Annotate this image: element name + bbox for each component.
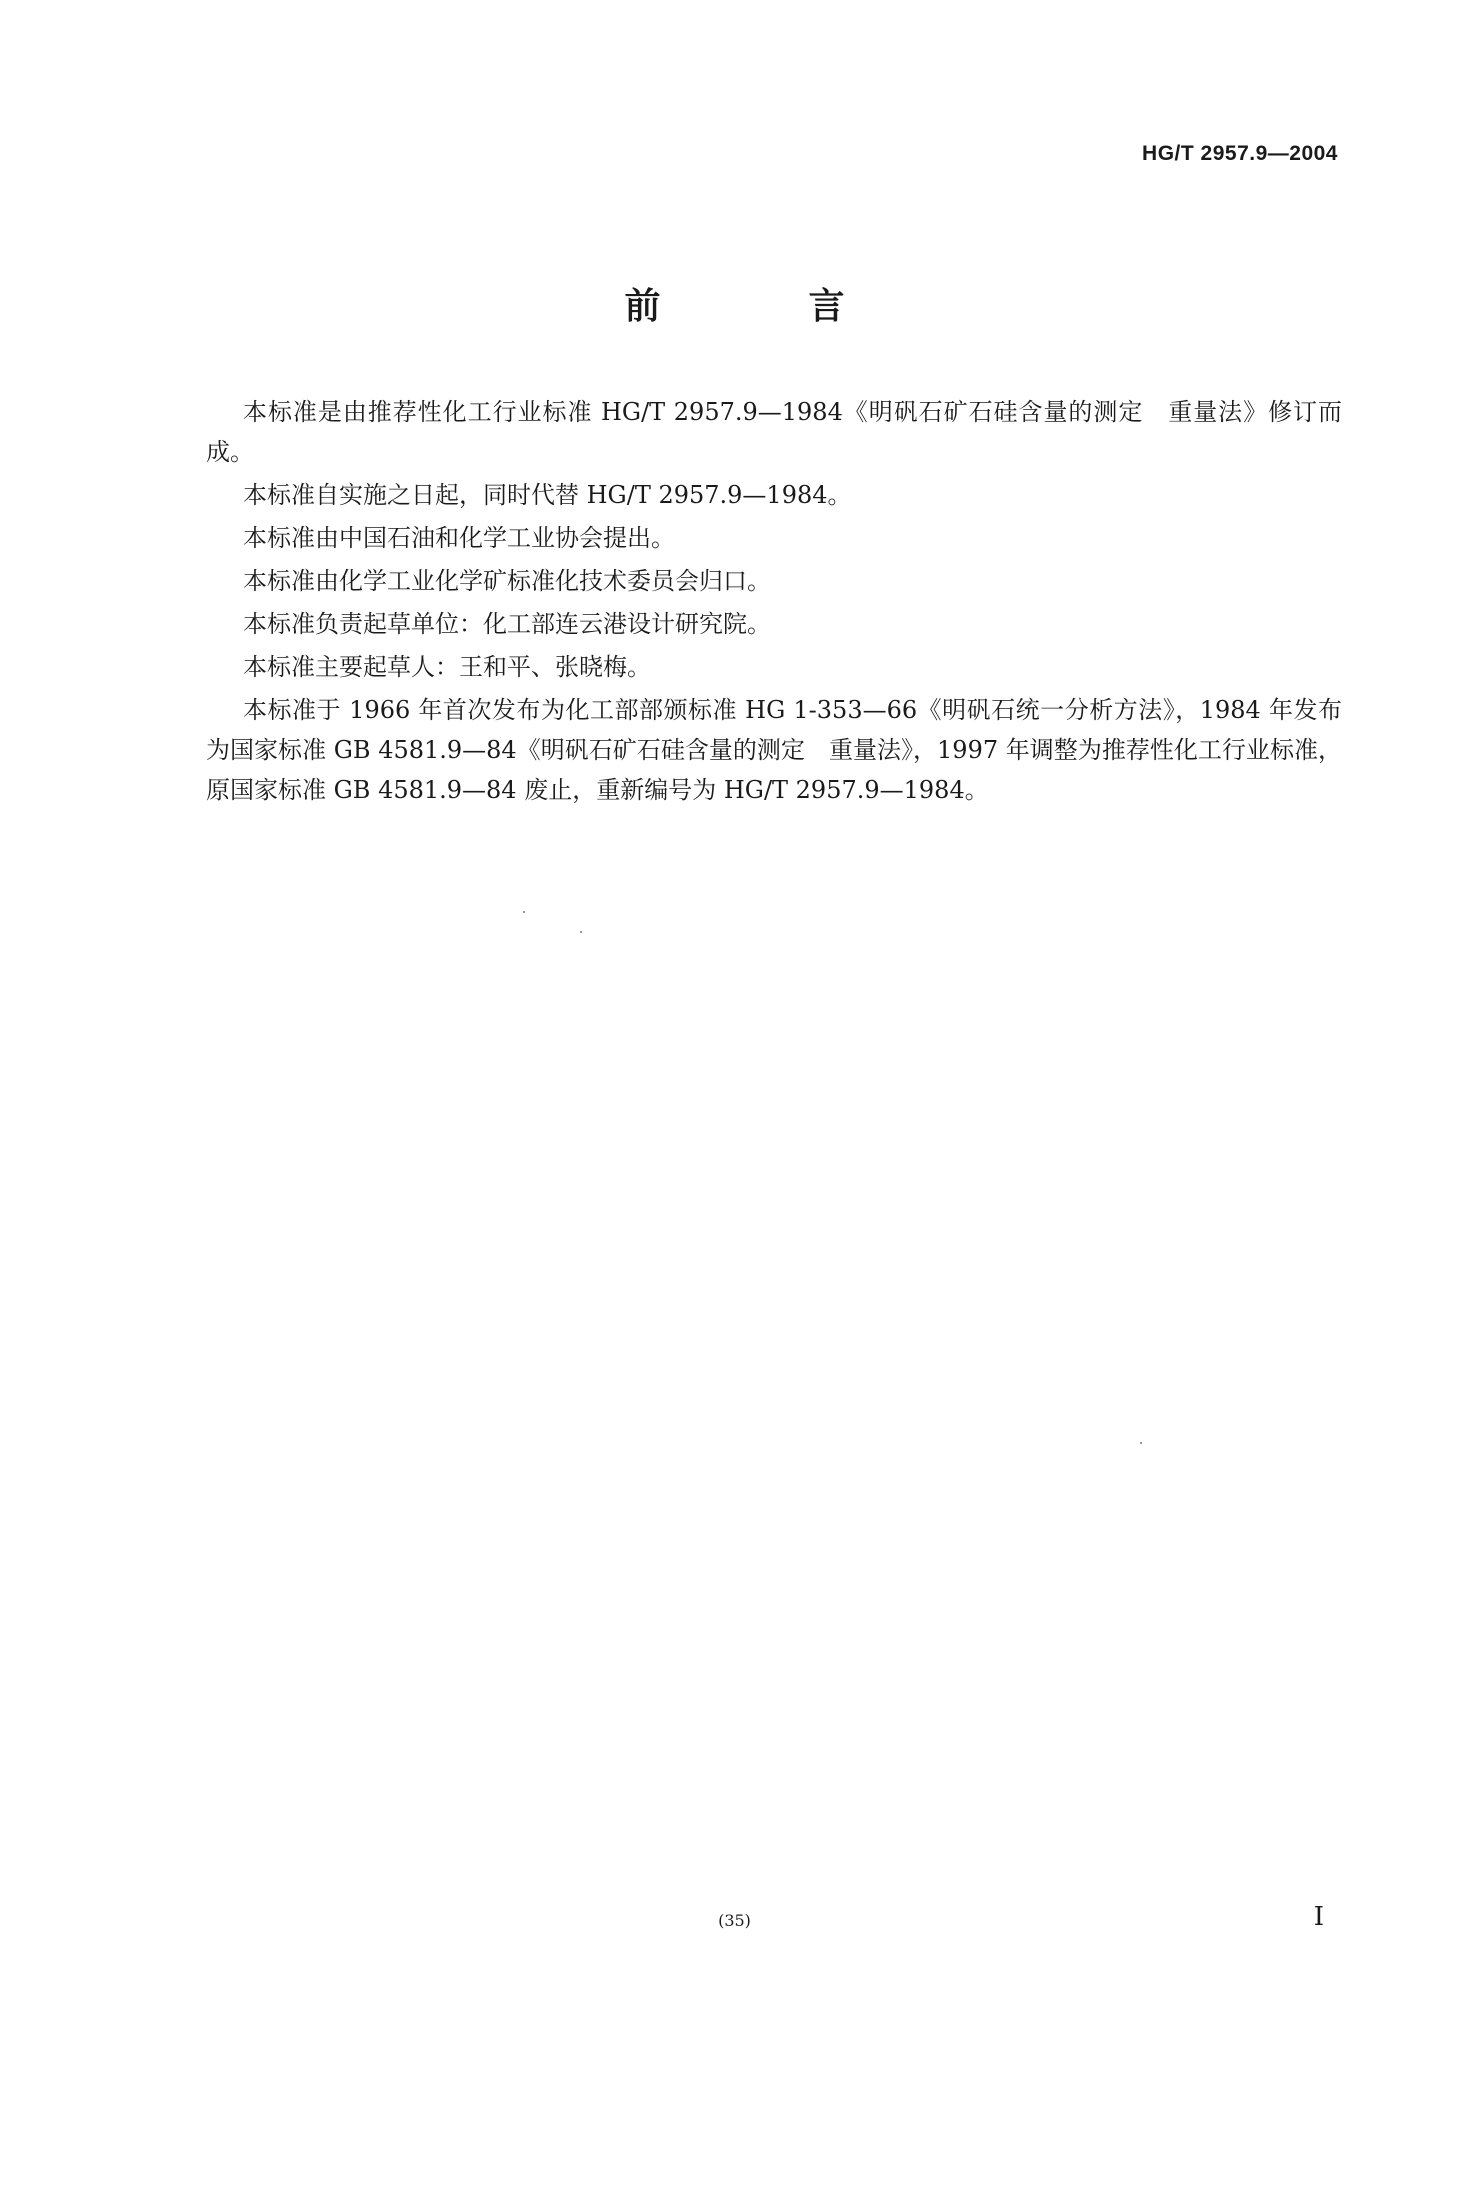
scan-speck [1140,1442,1142,1444]
paragraph-replacement: 本标准自实施之日起，同时代替 HG/T 2957.9—1984。 [243,481,852,509]
paragraph-proposer: 本标准由中国石油和化学工业协会提出。 [243,524,675,552]
paragraph-drafting-unit: 本标准负责起草单位：化工部连云港设计研究院。 [243,610,771,638]
standard-code: HG/T 2957.9—2004 [1142,142,1338,165]
paragraph-main-drafters: 本标准主要起草人：王和平、张晓梅。 [243,653,651,681]
page-number: (35) [718,1911,751,1930]
scan-speck [580,931,582,933]
scan-speck [523,911,525,913]
section-numeral: I [1313,1902,1324,1932]
paragraph-technical-committee: 本标准由化学工业化学矿标准化技术委员会归口。 [243,567,771,595]
foreword-body [206,392,1342,813]
paragraph-revision-source: 本标准是由推荐性化工行业标准 HG/T 2957.9—1984《明矾石矿石硅含量的测定 重量法》修订而成。 [206,398,1342,466]
page-title: 前 言 [624,286,901,327]
paragraph-history: 本标准于 1966 年首次发布为化工部部颁标准 HG 1-353—66《明矾石统一分析方法》，1984 年发布为国家标准 GB 4581.9—84《明矾石矿石硅含量的测定 重量法》，1997 年调整为推荐性化工行业标准，原国家标准 GB 4581.9—84 废止，重新编号为 HG/T 2957.9—1984。 [206,696,1342,804]
